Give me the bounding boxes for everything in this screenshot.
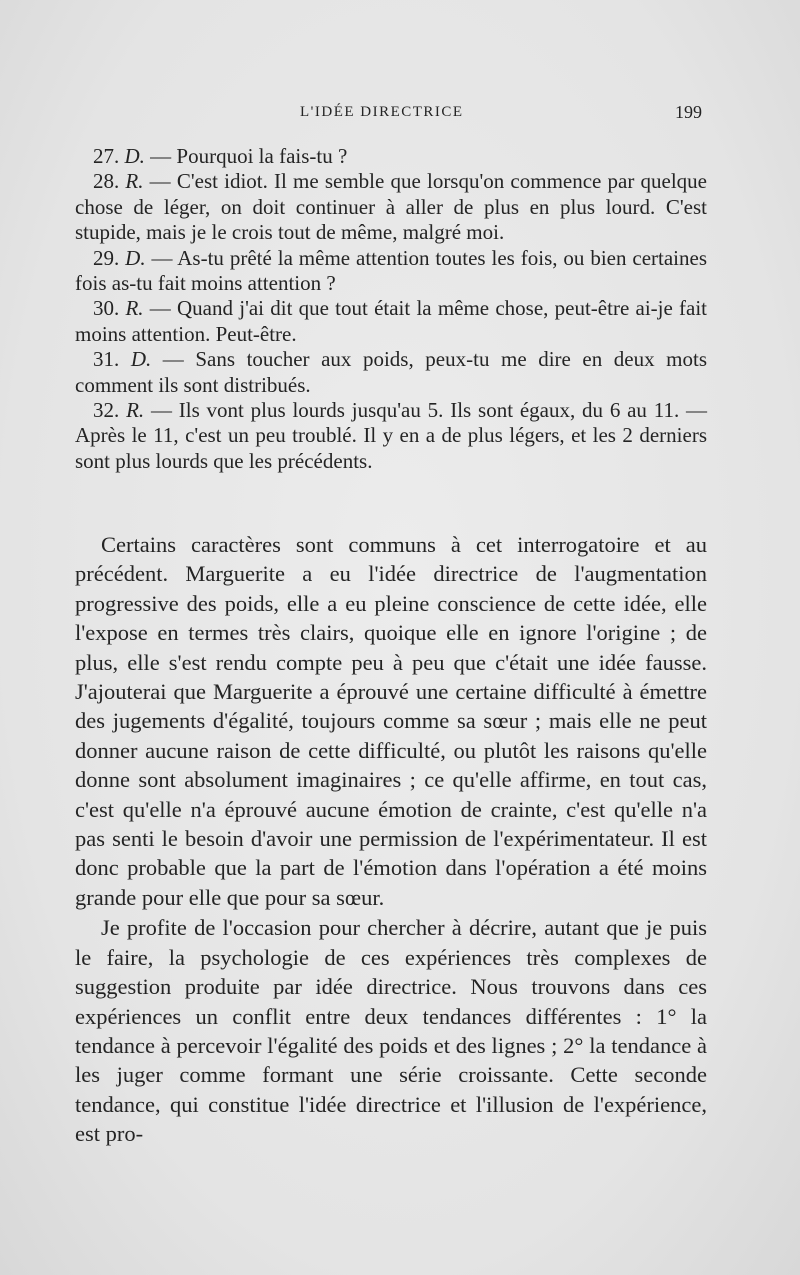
speaker: D. [130,347,152,372]
line-number: 28. [93,169,120,194]
line-number: 29. [93,245,120,270]
dialogue-line [75,246,707,297]
paragraph: Je profite de l'occasion pour chercher à décrire, autant que je puis le faire, la psychologie de ces expériences très complexes de suggestion produite par idée directrice. Nous trouvons dans ces expériences un conflit entre deux tendances différentes : 1° la tendance à percevoir l'égalité des poids et des lignes ; 2° la tendance à les juger comme formant une série croissante. Cette seconde tendance, qui constitue l'idée directrice et l'illusion de l'expérience, est pro- [75,915,707,1147]
speaker: R. [125,296,144,321]
paragraph: Certains caractères sont communs à cet interrogatoire et au précédent. Marguerite a eu l'idée directrice de l'augmentation progressive des poids, elle a eu pleine conscience de cette idée, elle l'expose en termes très clairs, quoique elle en ignore l'origine ; de plus, elle s'est rendu compte peu à peu que c'était une idée fausse. J'ajouterai que Marguerite a éprouvé une certaine difficulté à émettre des jugements d'égalité, toujours comme sa sœur ; mais elle ne peut donner aucune raison de cette difficulté, ou plutôt les raisons qu'elle donne sont absolument imaginaires ; ce qu'elle affirme, en tout cas, c'est qu'elle n'a éprouvé aucune émotion de crainte, c'est qu'elle n'a pas senti le besoin d'avoir une permission de l'expérimentateur. Il est donc probable que la part de l'émotion dans l'opération a été moins grande pour elle que pour sa sœur. [75,532,707,910]
page-number: 199 [675,102,702,122]
dialogue-line [75,169,707,245]
line-text: — Ils vont plus lourds jusqu'au 5. Ils sont égaux, du 6 au 11. — Après le 11, c'est un peu troublé. Il y en a de plus légers, et les 2 derniers sont plus lourds que les précédents. [75,398,708,473]
line-text: — Quand j'ai dit que tout était la même chose, peut-être ai-je fait moins attention. Peut-être. [75,296,708,346]
page-header [0,104,800,128]
line-number: 31. [93,347,120,372]
dialogue-line [75,296,707,347]
line-number: 30. [93,296,120,321]
line-text: — C'est idiot. Il me semble que lorsqu'on commence par quelque chose de léger, on doit continuer à aller de plus en plus lourd. C'est stupide, mais je le crois tout de même, malgré moi. [75,169,708,245]
line-number: 27. [93,144,120,168]
dialogue-line [75,398,707,474]
speaker: D. [125,245,146,270]
body-text [75,530,707,1149]
speaker: R. [126,398,145,423]
speaker: R. [125,169,144,194]
speaker: D. [124,144,145,168]
dialogue-line [75,144,707,169]
dialogue-line [75,347,707,398]
running-title: L'IDÉE DIRECTRICE [300,104,464,120]
line-number: 32. [93,398,120,423]
line-text: — Sans toucher aux poids, peux-tu me dire en deux mots comment ils sont distribués. [75,347,708,397]
line-text: — Pourquoi la fais-tu ? [144,144,348,168]
line-text: — As-tu prêté la même attention toutes les fois, ou bien certaines fois as-tu fait moins attention ? [75,245,708,296]
dialogue-block [75,144,707,474]
